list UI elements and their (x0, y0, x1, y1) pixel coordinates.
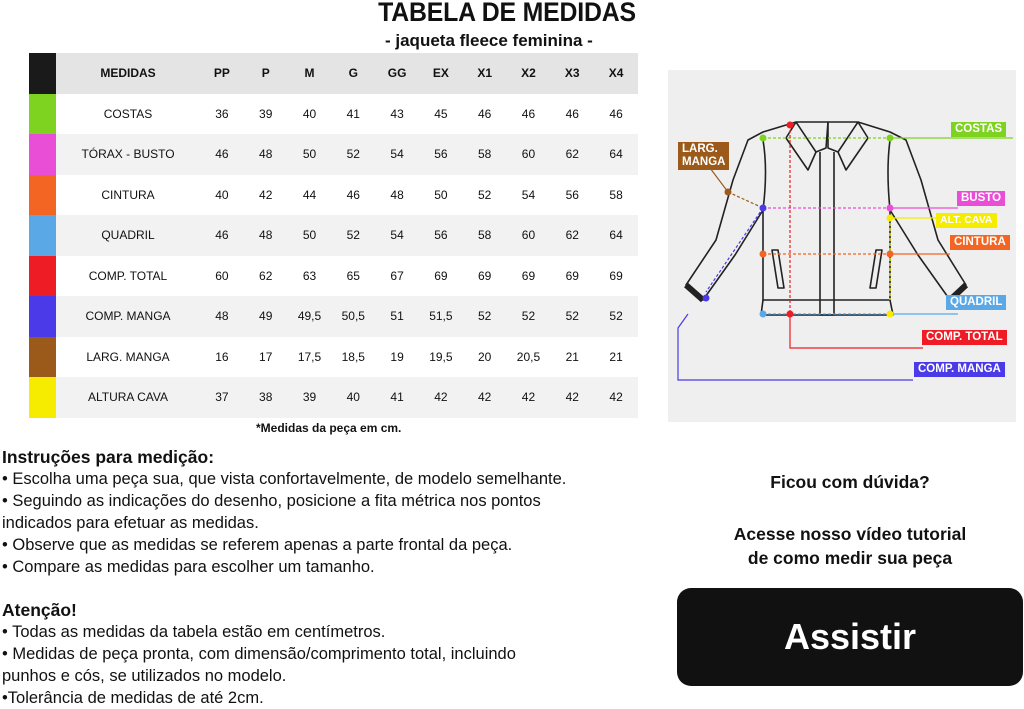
label-comp-total: COMP. TOTAL (922, 330, 1007, 345)
attention-title: Atenção! (2, 600, 77, 620)
measure-label: TÓRAX - BUSTO (56, 134, 200, 175)
measure-value: 52 (331, 215, 375, 256)
measure-value: 50 (288, 215, 332, 256)
help-line-1: Acesse nosso vídeo tutorial (733, 524, 967, 544)
measure-value: 51 (375, 296, 419, 337)
measure-value: 44 (302, 187, 317, 202)
size-header: G (331, 53, 375, 94)
table-row (29, 215, 638, 256)
label-costas: COSTAS (951, 122, 1006, 137)
measure-value: 60 (507, 134, 551, 175)
measure-value: 48 (244, 215, 288, 256)
measure-value: 40 (215, 187, 229, 202)
measure-value: 60 (507, 215, 551, 256)
measure-label: ALTURA CAVA (56, 377, 200, 418)
measure-value: 50 (288, 134, 332, 175)
measure-label: COMP. TOTAL (88, 268, 168, 283)
measure-value: 41 (346, 106, 360, 121)
measure-value: 54 (375, 134, 419, 175)
page-title: TABELA DE MEDIDAS (378, 0, 636, 27)
measure-value: 18,5 (341, 349, 365, 364)
measure-value: 62 (550, 134, 594, 175)
measure-value: 56 (419, 134, 463, 175)
measure-value: 46 (521, 106, 536, 121)
size-header: P (244, 53, 288, 94)
measure-value: 38 (244, 377, 288, 418)
measure-label: LARG. MANGA (86, 349, 170, 364)
color-swatch (29, 296, 56, 337)
measure-value: 50 (434, 187, 448, 202)
measure-value: 42 (594, 377, 638, 418)
measure-value: 65 (346, 268, 360, 283)
size-header: GG (375, 53, 419, 94)
help-question: Ficou com dúvida? (770, 472, 930, 492)
measure-value: 52 (550, 296, 594, 337)
measure-value: 46 (478, 106, 492, 121)
jacket-diagram (668, 70, 1016, 422)
measure-value: 51,5 (419, 296, 463, 337)
label-larg-manga-line1: LARG. (682, 143, 718, 155)
attention-line: •Tolerância de medidas de até 2cm. (2, 689, 264, 707)
measure-value: 16 (215, 349, 229, 364)
measure-value: 69 (521, 268, 536, 283)
label-cintura: CINTURA (950, 235, 1010, 250)
measure-value: 48 (390, 187, 404, 202)
measure-value: 63 (302, 268, 317, 283)
label-larg-manga (678, 142, 729, 170)
table-row (29, 134, 638, 175)
measure-label: CINTURA (101, 187, 155, 202)
color-swatch (29, 337, 56, 378)
measure-value: 19 (390, 349, 404, 364)
measure-value: 54 (521, 187, 536, 202)
measure-value: 52 (331, 134, 375, 175)
measure-value: 48 (200, 296, 244, 337)
instruction-line: • Seguindo as indicações do desenho, posicione a fita métrica nos pontos (2, 492, 541, 510)
label-quadril: QUADRIL (946, 295, 1006, 310)
size-header: X2 (507, 53, 551, 94)
size-header: M (288, 53, 332, 94)
table-row (29, 377, 638, 418)
measure-label: QUADRIL (56, 215, 200, 256)
table-header-row (29, 53, 638, 94)
footnote: *Medidas da peça em cm. (256, 421, 402, 435)
size-header: EX (419, 53, 463, 94)
measure-value: 60 (215, 268, 229, 283)
measure-value: 20,5 (516, 349, 541, 364)
measure-value: 43 (390, 106, 404, 121)
measure-value: 49 (244, 296, 288, 337)
color-swatch (29, 134, 56, 175)
measure-value: 42 (463, 377, 507, 418)
measure-value: 42 (550, 377, 594, 418)
measure-value: 48 (244, 134, 288, 175)
measure-value: 64 (594, 215, 638, 256)
measure-value: 56 (565, 187, 579, 202)
instruction-line: • Compare as medidas para escolher um tamanho. (2, 558, 375, 576)
measure-value: 17 (259, 349, 273, 364)
color-swatch (29, 256, 56, 297)
label-alt-cava: ALT. CAVA (936, 213, 997, 228)
measure-value: 64 (594, 134, 638, 175)
measure-value: 62 (550, 215, 594, 256)
measure-value: 58 (463, 215, 507, 256)
measure-value: 40 (331, 377, 375, 418)
size-header: X1 (463, 53, 507, 94)
color-swatch (29, 53, 56, 94)
measure-value: 69 (478, 268, 492, 283)
measure-value: 42 (507, 377, 551, 418)
measure-value: 46 (200, 215, 244, 256)
attention-line: • Medidas de peça pronta, com dimensão/comprimento total, incluindo (2, 645, 516, 663)
measure-value: 39 (259, 106, 273, 121)
measure-value: 46 (200, 134, 244, 175)
color-swatch (29, 215, 56, 256)
instructions-block (2, 446, 566, 578)
measure-value: 52 (478, 187, 492, 202)
measure-value: 21 (565, 349, 579, 364)
attention-block (2, 599, 516, 709)
measure-value: 20 (478, 349, 492, 364)
color-swatch (29, 377, 56, 418)
page-subtitle: - jaqueta fleece feminina - (385, 31, 593, 50)
instruction-line: indicados para efetuar as medidas. (2, 514, 259, 532)
label-comp-manga: COMP. MANGA (914, 362, 1005, 377)
measure-value: 52 (507, 296, 551, 337)
measure-value: 69 (565, 268, 579, 283)
measure-value: 46 (565, 106, 579, 121)
measure-value: 58 (463, 134, 507, 175)
size-header: X3 (550, 53, 594, 94)
measure-value: 42 (419, 377, 463, 418)
measure-value: 62 (259, 268, 273, 283)
measure-value: 19,5 (429, 349, 453, 364)
measure-value: 21 (609, 349, 623, 364)
table-row (29, 94, 638, 135)
attention-line: • Todas as medidas da tabela estão em centímetros. (2, 623, 386, 641)
attention-line: punhos e cós, se utilizados no modelo. (2, 667, 287, 685)
size-header: X4 (594, 53, 638, 94)
color-swatch (29, 94, 56, 135)
size-header: PP (200, 53, 244, 94)
color-swatch (29, 175, 56, 216)
measure-label: COSTAS (103, 106, 153, 121)
measure-value: 41 (375, 377, 419, 418)
measure-value: 17,5 (297, 349, 322, 364)
measure-value: 37 (200, 377, 244, 418)
measure-value: 49,5 (288, 296, 332, 337)
table-row (29, 175, 638, 216)
table-row (29, 296, 638, 337)
instruction-line: • Observe que as medidas se referem apenas a parte frontal da peça. (2, 536, 513, 554)
measure-value: 54 (375, 215, 419, 256)
measure-value: 50,5 (331, 296, 375, 337)
measure-value: 69 (609, 268, 623, 283)
measure-value: 52 (463, 296, 507, 337)
measure-value: 58 (609, 187, 623, 202)
measure-value: 45 (434, 106, 448, 121)
measure-value: 52 (594, 296, 638, 337)
size-table (29, 53, 638, 418)
measure-value: 56 (419, 215, 463, 256)
measure-value: 36 (215, 106, 229, 121)
watch-video-button[interactable]: Assistir (677, 588, 1023, 686)
label-larg-manga-line2: MANGA (682, 156, 726, 168)
instruction-line: • Escolha uma peça sua, que vista confortavelmente, de modelo semelhante. (2, 470, 567, 488)
measure-value: 42 (259, 187, 273, 202)
measure-value: 46 (346, 187, 360, 202)
measure-value: 67 (390, 268, 404, 283)
measure-value: 39 (288, 377, 332, 418)
table-row (29, 256, 638, 297)
measure-value: 46 (609, 106, 623, 121)
instructions-title: Instruções para medição: (2, 447, 215, 467)
measure-value: 69 (434, 268, 448, 283)
measure-value: 40 (302, 106, 317, 121)
header-label: MEDIDAS (56, 53, 200, 94)
table-row (29, 337, 638, 378)
measure-label: COMP. MANGA (56, 296, 200, 337)
help-line-2: de como medir sua peça (747, 548, 953, 568)
label-busto: BUSTO (957, 191, 1005, 206)
help-text (700, 522, 1000, 570)
